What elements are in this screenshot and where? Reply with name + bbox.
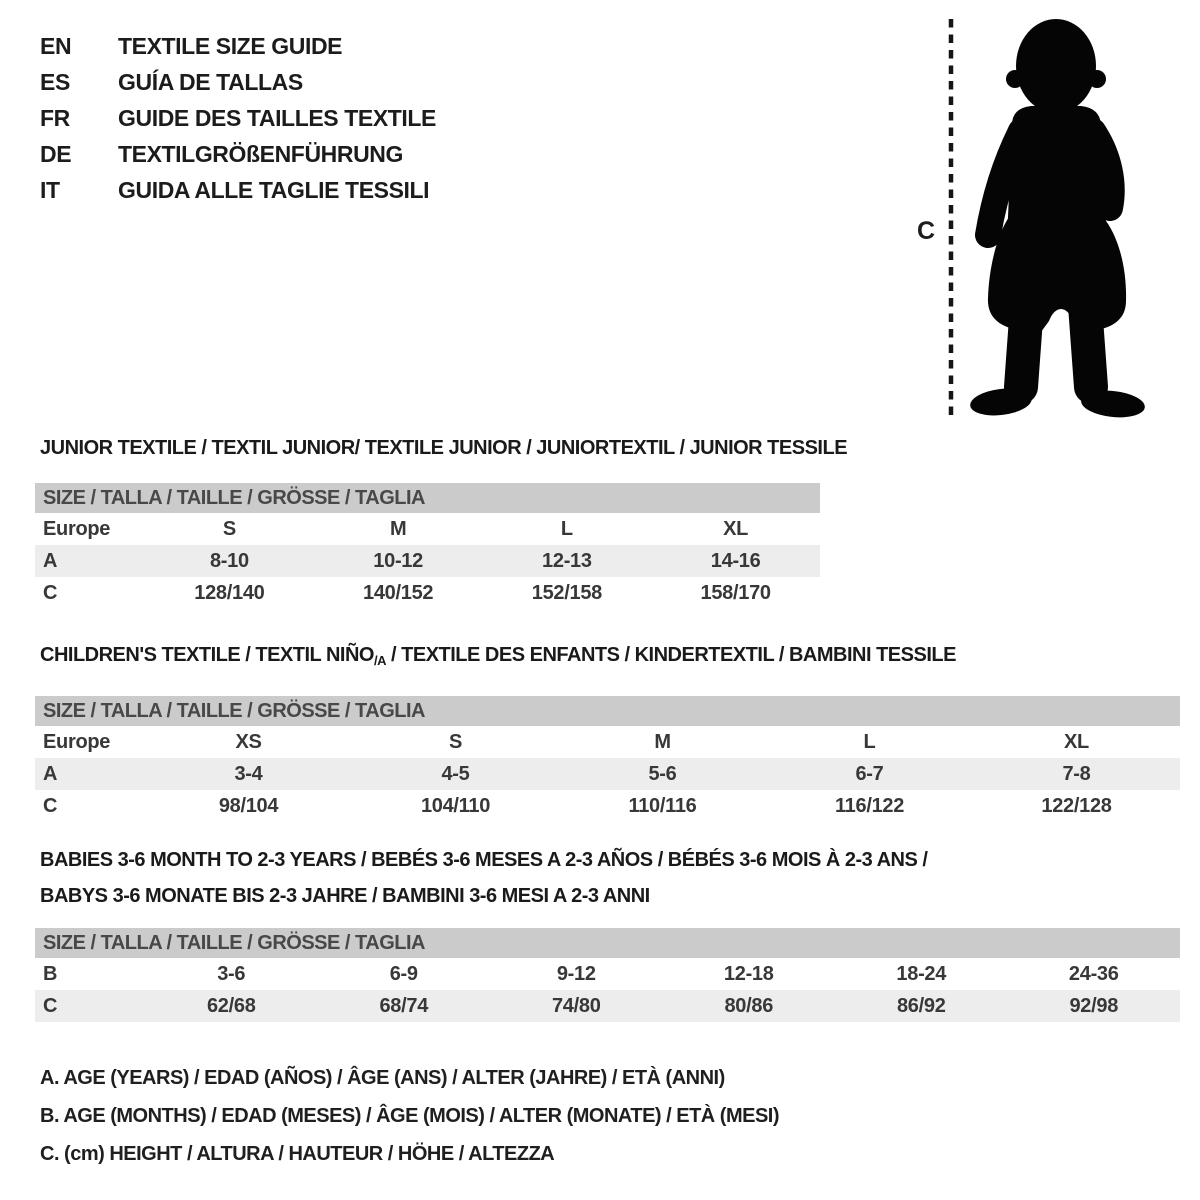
size-header-label: SIZE / TALLA / TAILLE / GRÖSSE / TAGLIA (43, 699, 425, 722)
height-measure-label: C (917, 217, 936, 245)
cell-value: 98/104 (218, 794, 279, 817)
cell-value: 12-13 (542, 549, 592, 572)
cell-value: 5-6 (648, 762, 677, 785)
cell-value: 6-9 (389, 962, 418, 985)
cell-value: L (863, 730, 876, 753)
cell-value: 8-10 (209, 549, 249, 572)
cell-value: 10-12 (373, 549, 423, 572)
baby-silhouette (915, 5, 1185, 425)
section-title-text: / TEXTILE DES ENFANTS / KINDERTEXTIL / BAMBINI TESSILE (385, 644, 956, 666)
cell-value: 24-36 (1068, 962, 1119, 985)
cell-value: 92/98 (1069, 994, 1119, 1017)
legend-line: B. AGE (MONTHS) / EDAD (MESES) / ÂGE (MOIS) / ALTER (MONATE) / ETÀ (MESI) (40, 1105, 780, 1127)
language-code: ES (40, 69, 70, 95)
language-row (40, 172, 436, 208)
row-label: A (43, 762, 58, 785)
row-label: C (43, 994, 58, 1017)
size-header-label: SIZE / TALLA / TAILLE / GRÖSSE / TAGLIA (43, 486, 425, 509)
measurement-legend (40, 1059, 779, 1173)
table-row (35, 790, 1180, 822)
table-row (35, 577, 820, 609)
row-label: A (43, 549, 58, 572)
language-row (40, 64, 436, 100)
cell-value: 14-16 (710, 549, 761, 572)
cell-value: 3-4 (234, 762, 263, 785)
section-title-text: BABIES 3-6 MONTH TO 2-3 YEARS / BEBÉS 3-6 MESES A 2-3 AÑOS / BÉBÉS 3-6 MOIS À 2-3 ANS / (40, 849, 928, 871)
cell-value: S (448, 730, 463, 753)
cell-value: M (389, 517, 407, 540)
cell-value: 9-12 (556, 962, 596, 985)
language-title: GUIDE DES TAILLES TEXTILE (118, 105, 436, 131)
cell-value: 140/152 (363, 581, 434, 604)
table-row (35, 990, 1180, 1022)
table-row (35, 726, 1180, 758)
cell-value: 158/170 (700, 581, 771, 604)
size-header-bar (35, 696, 1180, 726)
cell-value: 128/140 (194, 581, 265, 604)
cell-value: XL (723, 517, 749, 540)
section-title (40, 637, 1180, 679)
cell-value: 12-18 (723, 962, 774, 985)
size-table (35, 928, 1180, 1022)
cell-value: XL (1064, 730, 1089, 753)
section-junior (35, 430, 848, 609)
language-row (40, 28, 436, 64)
cell-value: 18-24 (896, 962, 947, 985)
cell-value: 4-5 (441, 762, 470, 785)
cell-value: L (560, 517, 573, 540)
table-row (35, 513, 820, 545)
row-label: C (43, 794, 58, 817)
legend-line: A. AGE (YEARS) / EDAD (AÑOS) / ÂGE (ANS) / ALTER (JAHRE) / ETÀ (ANNI) (40, 1067, 725, 1089)
row-label: C (43, 581, 58, 604)
section-title-text: BABYS 3-6 MONATE BIS 2-3 JAHRE / BAMBINI 3-6 MESI A 2-3 ANNI (40, 885, 650, 907)
table-row (35, 958, 1180, 990)
cell-value: 122/128 (1041, 794, 1112, 817)
language-code: EN (40, 33, 72, 59)
row-label: Europe (43, 730, 111, 753)
cell-value: 3-6 (217, 962, 246, 985)
table-row (35, 545, 820, 577)
size-header-bar (35, 483, 820, 513)
row-label: Europe (43, 517, 111, 540)
section-children (35, 637, 1180, 822)
section-title-line (40, 842, 1180, 878)
cell-value: 80/86 (724, 994, 774, 1017)
language-row (40, 100, 436, 136)
language-list (40, 28, 436, 208)
section-babies (35, 842, 1180, 1022)
section-title-text: CHILDREN'S TEXTILE / TEXTIL NIÑO (40, 644, 374, 666)
toddler-silhouette-shape (969, 19, 1147, 420)
cell-value: 62/68 (206, 994, 256, 1017)
size-table (35, 483, 820, 609)
cell-value: 152/158 (531, 581, 602, 604)
size-table (35, 696, 1180, 822)
cell-value: S (222, 517, 236, 540)
cell-value: 86/92 (896, 994, 946, 1017)
language-title: TEXTILGRÖßENFÜHRUNG (118, 141, 403, 167)
language-code: DE (40, 141, 72, 167)
section-title-text: /A (373, 653, 386, 668)
language-title: TEXTILE SIZE GUIDE (118, 33, 343, 59)
cell-value: 74/80 (551, 994, 601, 1017)
cell-value: XS (235, 730, 262, 753)
cell-value: 6-7 (855, 762, 884, 785)
section-title-line (40, 430, 848, 466)
cell-value: 116/122 (834, 794, 905, 817)
language-row (40, 136, 436, 172)
cell-value: 7-8 (1062, 762, 1091, 785)
language-code: FR (40, 105, 70, 131)
size-header-bar (35, 928, 1180, 958)
row-label: B (43, 962, 58, 985)
cell-value: 68/74 (379, 994, 429, 1017)
cell-value: 104/110 (420, 794, 491, 817)
language-code: IT (40, 177, 60, 203)
section-title-line (40, 637, 1180, 679)
cell-value: 110/116 (628, 794, 697, 817)
section-title (40, 430, 848, 466)
section-title (40, 842, 1180, 914)
language-title: GUÍA DE TALLAS (118, 69, 303, 95)
language-title: GUIDA ALLE TAGLIE TESSILI (118, 177, 430, 203)
legend-line: C. (cm) HEIGHT / ALTURA / HAUTEUR / HÖHE / ALTEZZA (40, 1143, 555, 1165)
section-title-line (40, 878, 1180, 914)
baby-silhouette-figure (915, 5, 1185, 425)
table-row (35, 758, 1180, 790)
size-header-label: SIZE / TALLA / TAILLE / GRÖSSE / TAGLIA (43, 931, 425, 954)
cell-value: M (654, 730, 671, 753)
section-title-text: JUNIOR TEXTILE / TEXTIL JUNIOR/ TEXTILE JUNIOR / JUNIORTEXTIL / JUNIOR TESSILE (40, 437, 848, 459)
